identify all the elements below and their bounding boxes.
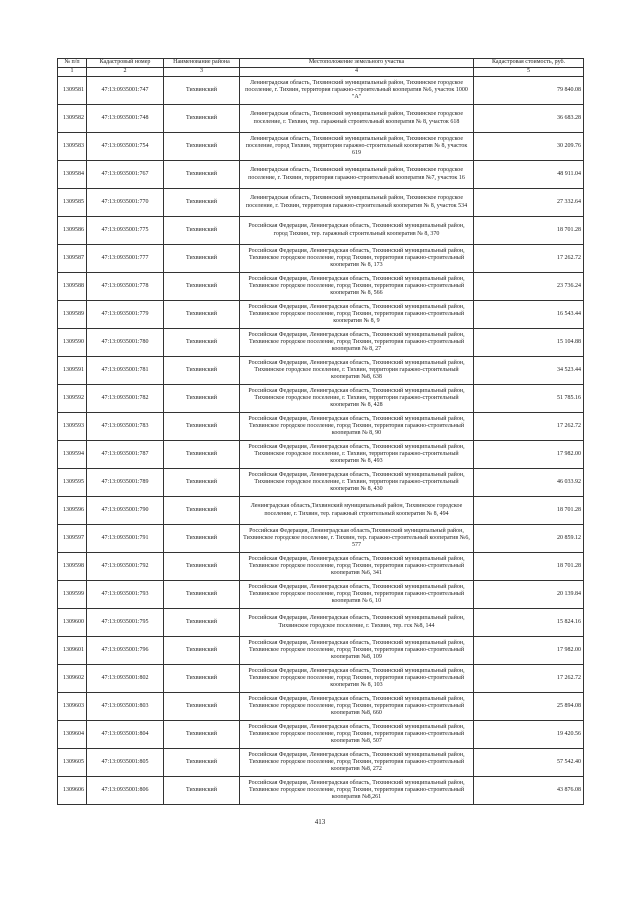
district-cell: Тихвинский [164,273,240,301]
district-cell: Тихвинский [164,637,240,665]
col-header-district: Наименование района [164,59,240,68]
cadastral-number-cell: 47:13:0935001:795 [87,609,164,637]
cadastral-value-cell: 34 523.44 [474,357,584,385]
table-header-row [58,59,584,68]
row-number-cell: 1309588 [58,273,87,301]
cadastral-value-cell: 18 701.28 [474,217,584,245]
col-index-1: 1 [58,68,87,77]
district-cell: Тихвинский [164,301,240,329]
district-cell: Тихвинский [164,329,240,357]
district-cell: Тихвинский [164,553,240,581]
table-column-number-row [58,68,584,77]
cadastral-value-cell: 17 982.00 [474,441,584,469]
cadastral-number-cell: 47:13:0935001:775 [87,217,164,245]
table-row [58,525,584,553]
location-cell: Ленинградская область, Тихвинский муниципальный район, Тихвинское городское поселение, г. Тихвин, территория гаражно-строительный кооператив № 8, участок 534 [240,189,474,217]
cadastral-number-cell: 47:13:0935001:805 [87,749,164,777]
col-index-4: 4 [240,68,474,77]
location-cell: Российская Федерация, Ленинградская область,Тихвинский муниципальный район, Тихвинское городское поселение, г. Тихвин, тер. гаражно-строительный кооператив №6, 577 [240,525,474,553]
cadastral-value-cell: 17 262.72 [474,665,584,693]
location-cell: Российская Федерация, Ленинградская область, Тихвинский муниципальный район, Тихвинское городское поселение, г. Тихвин, территория гаражно-строительный кооператив №8, 638 [240,357,474,385]
location-cell: Российская Федерация, Ленинградская область, Тихвинский муниципальный район, Тихвинское городское поселение, г. Тихвин, территория гаражно-строительный кооператив № 8, 430 [240,469,474,497]
cadastral-value-cell: 18 701.28 [474,497,584,525]
location-cell: Российская Федерация, Ленинградская область, Тихвинский муниципальный район, Тихвинское городское поселение, город Тихвин, территория гаражно-строительный кооператив №8,261 [240,777,474,805]
cadastral-value-cell: 20 859.12 [474,525,584,553]
row-number-cell: 1309600 [58,609,87,637]
location-cell: Российская Федерация, Ленинградская область, Тихвинский муниципальный район, Тихвинское городское поселение, город Тихвин, территория гаражно-строительный кооператив № 8, 173 [240,245,474,273]
district-cell: Тихвинский [164,161,240,189]
cadastral-value-table [57,58,584,805]
cadastral-number-cell: 47:13:0935001:748 [87,105,164,133]
table-row [58,777,584,805]
col-index-2: 2 [87,68,164,77]
cadastral-number-cell: 47:13:0935001:790 [87,497,164,525]
row-number-cell: 1309586 [58,217,87,245]
row-number-cell: 1309596 [58,497,87,525]
district-cell: Тихвинский [164,77,240,105]
location-cell: Российская Федерация, Ленинградская область, Тихвинский муниципальный район, Тихвинское городское поселение, город Тихвин, территория гаражно-строительный кооператив №8, 660 [240,693,474,721]
location-cell: Российская Федерация, Ленинградская область, Тихвинский муниципальный район, Тихвинское городское поселение, город Тихвин, территория гаражно-строительный кооператив №8, 109 [240,637,474,665]
table-row [58,217,584,245]
cadastral-value-cell: 30 209.76 [474,133,584,161]
cadastral-number-cell: 47:13:0935001:754 [87,133,164,161]
cadastral-value-cell: 43 876.08 [474,777,584,805]
cadastral-number-cell: 47:13:0935001:777 [87,245,164,273]
cadastral-number-cell: 47:13:0935001:779 [87,301,164,329]
district-cell: Тихвинский [164,665,240,693]
district-cell: Тихвинский [164,245,240,273]
cadastral-value-cell: 23 736.24 [474,273,584,301]
row-number-cell: 1309595 [58,469,87,497]
table-row [58,161,584,189]
table-row [58,693,584,721]
cadastral-number-cell: 47:13:0935001:782 [87,385,164,413]
cadastral-value-cell: 57 542.40 [474,749,584,777]
district-cell: Тихвинский [164,469,240,497]
table-row [58,609,584,637]
cadastral-number-cell: 47:13:0935001:778 [87,273,164,301]
cadastral-value-cell: 79 840.08 [474,77,584,105]
row-number-cell: 1309605 [58,749,87,777]
row-number-cell: 1309603 [58,693,87,721]
cadastral-value-cell: 51 785.16 [474,385,584,413]
cadastral-number-cell: 47:13:0935001:789 [87,469,164,497]
table-row [58,105,584,133]
table-row [58,189,584,217]
cadastral-value-cell: 18 701.28 [474,553,584,581]
row-number-cell: 1309591 [58,357,87,385]
location-cell: Российская Федерация, Ленинградская область, Тихвинский муниципальный район, Тихвинское городское поселение, город Тихвин, территория гаражно-строительный кооператив № 8, 566 [240,273,474,301]
row-number-cell: 1309594 [58,441,87,469]
col-header-cadastral-number: Кадастровый номер [87,59,164,68]
district-cell: Тихвинский [164,385,240,413]
col-index-5: 5 [474,68,584,77]
district-cell: Тихвинский [164,133,240,161]
district-cell: Тихвинский [164,693,240,721]
location-cell: Российская Федерация, Ленинградская область, Тихвинский муниципальный район, Тихвинское городское поселение, город Тихвин, территория гаражно-строительный кооператив № 8, 90 [240,413,474,441]
table-row [58,721,584,749]
location-cell: Российская Федерация, Ленинградская область, Тихвинский муниципальный район, Тихвинское городское поселение, город Тихвин, территория гаражно-строительный кооператив № 8, 27 [240,329,474,357]
table-row [58,385,584,413]
cadastral-number-cell: 47:13:0935001:796 [87,637,164,665]
cadastral-value-cell: 36 683.28 [474,105,584,133]
row-number-cell: 1309606 [58,777,87,805]
cadastral-value-cell: 48 911.04 [474,161,584,189]
location-cell: Российская Федерация, Ленинградская область, Тихвинский муниципальный район, Тихвинское городское поселение, г. Тихвин, тер. гск №8, 144 [240,609,474,637]
row-number-cell: 1309589 [58,301,87,329]
row-number-cell: 1309582 [58,105,87,133]
location-cell: Ленинградская область, Тихвинский муниципальный район, Тихвинское городское поселение, г. Тихвин, территория гаражно-строительный кооператив №7, участок 16 [240,161,474,189]
table-row [58,273,584,301]
cadastral-value-cell: 17 982.00 [474,637,584,665]
row-number-cell: 1309598 [58,553,87,581]
cadastral-number-cell: 47:13:0935001:781 [87,357,164,385]
district-cell: Тихвинский [164,357,240,385]
cadastral-number-cell: 47:13:0935001:806 [87,777,164,805]
cadastral-value-cell: 19 420.56 [474,721,584,749]
cadastral-value-cell: 27 332.64 [474,189,584,217]
row-number-cell: 1309592 [58,385,87,413]
table-row [58,77,584,105]
table-row [58,301,584,329]
location-cell: Ленинградская область, Тихвинский муниципальный район, Тихвинское городское поселение, город Тихвин, территория гаражно-строительный кооператив № 8, участок 619 [240,133,474,161]
col-header-number: № п/п [58,59,87,68]
location-cell: Российская Федерация, Ленинградская область, Тихвинский муниципальный район, Тихвинское городское поселение, город Тихвин, территория гаражно-строительный кооператив №8, 507 [240,721,474,749]
cadastral-value-cell: 17 262.72 [474,413,584,441]
cadastral-value-cell: 20 139.84 [474,581,584,609]
table-row [58,133,584,161]
cadastral-value-cell: 16 543.44 [474,301,584,329]
table-row [58,581,584,609]
table-row [58,469,584,497]
row-number-cell: 1309602 [58,665,87,693]
row-number-cell: 1309581 [58,77,87,105]
location-cell: Ленинградская область, Тихвинский муниципальный район, Тихвинское городское поселение, г. Тихвин, тер. гаражный строительный кооператив № 8, участок 618 [240,105,474,133]
location-cell: Ленинградская область,Тихвинский муниципальный район, Тихвинское городское поселение, г. Тихвин, тер. гаражный строительный кооператив № 8, 494 [240,497,474,525]
location-cell: Российская Федерация, Ленинградская область, Тихвинский муниципальный район, Тихвинское городское поселение, город Тихвин, территория гаражно-строительный кооператив №6, 341 [240,553,474,581]
col-header-cadastral-value: Кадастровая стоимость, руб. [474,59,584,68]
cadastral-number-cell: 47:13:0935001:803 [87,693,164,721]
page-number: 413 [314,818,326,826]
location-cell: Российская Федерация, Ленинградская область, Тихвинский муниципальный район, Тихвинское городское поселение, г. Тихвин, территория гаражно-строительный кооператив № 8, 428 [240,385,474,413]
table-body [58,77,584,805]
district-cell: Тихвинский [164,497,240,525]
cadastral-number-cell: 47:13:0935001:787 [87,441,164,469]
cadastral-number-cell: 47:13:0935001:804 [87,721,164,749]
cadastral-number-cell: 47:13:0935001:783 [87,413,164,441]
district-cell: Тихвинский [164,749,240,777]
row-number-cell: 1309583 [58,133,87,161]
location-cell: Российская Федерация, Ленинградская область, Тихвинский муниципальный район, Тихвинское городское поселение, город Тихвин, территория гаражно-строительный кооператив № 8, 9 [240,301,474,329]
table-row [58,329,584,357]
district-cell: Тихвинский [164,777,240,805]
district-cell: Тихвинский [164,581,240,609]
district-cell: Тихвинский [164,105,240,133]
row-number-cell: 1309597 [58,525,87,553]
cadastral-value-cell: 25 894.08 [474,693,584,721]
location-cell: Ленинградская область, Тихвинский муниципальный район, Тихвинское городское поселение, г. Тихвин, территория гаражно-строительный кооператив №6, участок 1000 "А" [240,77,474,105]
row-number-cell: 1309587 [58,245,87,273]
row-number-cell: 1309590 [58,329,87,357]
cadastral-number-cell: 47:13:0935001:770 [87,189,164,217]
table-row [58,441,584,469]
table-row [58,665,584,693]
cadastral-number-cell: 47:13:0935001:767 [87,161,164,189]
cadastral-value-cell: 15 824.16 [474,609,584,637]
row-number-cell: 1309593 [58,413,87,441]
location-cell: Российская Федерация, Ленинградская область, Тихвинский муниципальный район, Тихвинское городское поселение, г. Тихвин, территория гаражно-строительный кооператив № 8, 493 [240,441,474,469]
district-cell: Тихвинский [164,413,240,441]
table-row [58,637,584,665]
row-number-cell: 1309585 [58,189,87,217]
cadastral-number-cell: 47:13:0935001:793 [87,581,164,609]
district-cell: Тихвинский [164,189,240,217]
table-row [58,497,584,525]
district-cell: Тихвинский [164,525,240,553]
location-cell: Российская Федерация, Ленинградская область, Тихвинский муниципальный район, Тихвинское городское поселение, город Тихвин, территория гаражно-строительный кооператив № 8, 103 [240,665,474,693]
col-index-3: 3 [164,68,240,77]
row-number-cell: 1309601 [58,637,87,665]
location-cell: Российская Федерация, Ленинградская область, Тихвинский муниципальный район, город Тихвин, тер. гаражный строительный кооператив № 8, 370 [240,217,474,245]
location-cell: Российская Федерация, Ленинградская область, Тихвинский муниципальный район, Тихвинское городское поселение, город Тихвин, территория гаражно-строительный кооператив № 6, 10 [240,581,474,609]
district-cell: Тихвинский [164,217,240,245]
cadastral-value-cell: 15 104.88 [474,329,584,357]
location-cell: Российская Федерация, Ленинградская область, Тихвинский муниципальный район, Тихвинское городское поселение, город Тихвин, территория гаражно-строительный кооператив №8, 272 [240,749,474,777]
table-row [58,357,584,385]
cadastral-number-cell: 47:13:0935001:802 [87,665,164,693]
cadastral-value-cell: 17 262.72 [474,245,584,273]
col-header-location: Местоположение земельного участка [240,59,474,68]
district-cell: Тихвинский [164,441,240,469]
cadastral-number-cell: 47:13:0935001:747 [87,77,164,105]
row-number-cell: 1309599 [58,581,87,609]
cadastral-value-cell: 46 033.92 [474,469,584,497]
table-row [58,245,584,273]
cadastral-number-cell: 47:13:0935001:792 [87,553,164,581]
district-cell: Тихвинский [164,721,240,749]
district-cell: Тихвинский [164,609,240,637]
row-number-cell: 1309584 [58,161,87,189]
cadastral-number-cell: 47:13:0935001:780 [87,329,164,357]
table-row [58,413,584,441]
table-row [58,749,584,777]
cadastral-number-cell: 47:13:0935001:791 [87,525,164,553]
row-number-cell: 1309604 [58,721,87,749]
table-row [58,553,584,581]
